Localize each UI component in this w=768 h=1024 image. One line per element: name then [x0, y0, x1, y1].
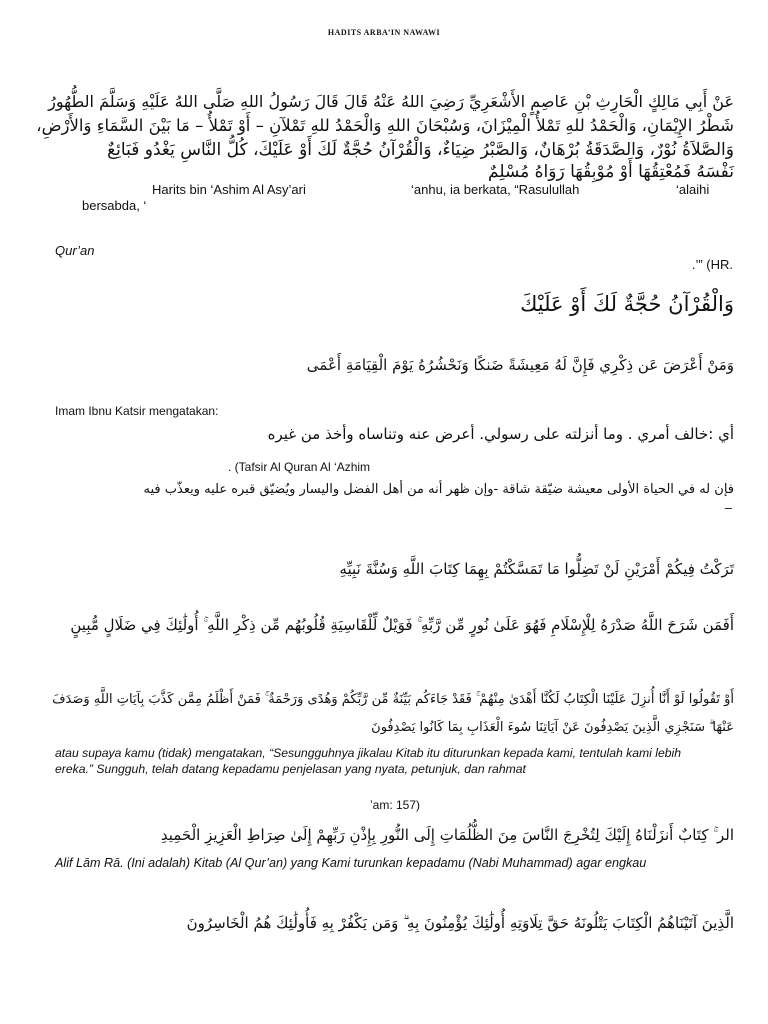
arabic-verse-thaha: وَمَنْ أَعْرَضَ عَن ذِكْرِي فَإِنَّ لَهُ مَعِيشَةً ضَنكًا وَنَحْشُرُهُ يَوْمَ الْقِيَامَةِ أَعْمَى — [306, 356, 734, 374]
arabic-tafsir-line-1: أي :خالف أمري . وما أنزلته على رسولي. أعرض عنه وتناساه وأخذ من غيره — [267, 425, 734, 443]
document-title: HADITS ARBA’IN NAWAWI — [327, 28, 441, 37]
tafsir-dash: – — [724, 500, 732, 515]
quran-word: Qur’an — [55, 243, 95, 258]
arabic-verse-anam-line-1: أَوْ تَقُولُوا لَوْ أَنَّا أُنزِلَ عَلَيْنَا الْكِتَابُ لَكُنَّا أَهْدَىٰ مِنْهُمْ ۚ فَقَدْ جَاءَكُم بَيِّنَةٌ مِّن رَّبِّكُمْ وَهُدًى وَرَحْمَةٌ ۚ فَمَنْ أَظْلَمُ مِمَّن كَذَّبَ بِآيَاتِ اللَّهِ وَصَدَفَ — [52, 692, 734, 707]
arabic-phrase-quran-hujjah: وَالْقُرْآنُ حُجَّةٌ لَكَ أَوْ عَلَيْكَ — [520, 292, 734, 316]
tafsir-source: . (Tafsir Al Quran Al ‘Azhim — [228, 460, 371, 474]
arabic-verse-baqarah: الَّذِينَ آتَيْنَاهُمُ الْكِتَابَ يَتْلُونَهُ حَقَّ تِلَاوَتِهِ أُولَٰئِكَ يُؤْمِنُونَ بِهِ ۗ وَمَن يَكْفُرْ بِهِ فَأُولَٰئِكَ هُمُ الْخَاسِرُونَ — [186, 914, 734, 932]
reference-anam-157: ’am: 157) — [370, 798, 421, 812]
arabic-tafsir-line-2: فإن له في الحياة الأولى معيشة ضيّقة شاقة -وإن ظهر أنه من أهل الفضل واليسار ويُضيّق قبره عليه ويعذّب فيه — [143, 482, 734, 497]
translation-fragment-alaihi: ‘alaihi — [676, 182, 710, 197]
translation-ibrahim: Alif Lām Rā. (Ini adalah) Kitab (Al Qur’an) yang Kami turunkan kepadamu (Nabi Muhammad) agar engkau — [55, 856, 647, 870]
translation-anam-line-1: atau supaya kamu (tidak) mengatakan, “Sesungguhnya jikalau Kitab itu diturunkan kepada kami, tentulah kami lebih — [55, 746, 682, 760]
arabic-verse-anam-line-2: عَنْهَا ۗ سَنَجْزِي الَّذِينَ يَصْدِفُونَ عَنْ آيَاتِنَا سُوءَ الْعَذَابِ بِمَا كَانُوا يَصْدِفُونَ — [371, 720, 734, 735]
hadith-arabic-line-3: وَالصَّلاَةُ نُوْرٌ، وَالصَّدَقَةُ بُرْهَانٌ، وَالصَّبْرُ ضِيَاءٌ، وَالْقُرْآنُ حُجَّةٌ لَكَ أَوْ عَلَيْكَ، كُلُّ النَّاسِ يَغْدُو فَبَائِعٌ — [107, 140, 734, 160]
hr-reference: .’” (HR. — [691, 257, 733, 272]
hadith-arabic-line-4: نَفْسَهُ فَمُعْتِقُهَا أَوْ مُوْبِقُهَا رَوَاهُ مُسْلِمٌ — [488, 162, 734, 182]
arabic-verse-zumar: أَفَمَن شَرَحَ اللَّهُ صَدْرَهُ لِلْإِسْلَامِ فَهُوَ عَلَىٰ نُورٍ مِّن رَّبِّهِ ۚ فَوَيْلٌ لِّلْقَاسِيَةِ قُلُوبُهُم مِّن ذِكْرِ اللَّهِ ۚ أُولَٰئِكَ فِي ضَلَالٍ مُّبِينٍ — [70, 616, 734, 634]
translation-fragment-anhu: ‘anhu, ia berkata, “Rasulullah — [411, 182, 580, 197]
ibnu-katsir-label: Imam Ibnu Katsir mengatakan: — [55, 404, 219, 418]
hadith-arabic-line-1: عَنْ أَبِي مَالِكٍ الْحَارِثِ بْنِ عَاصِمٍ الأَشْعَرِيِّ رَضِيَ اللهُ عَنْهُ قَالَ قَالَ رَسُولُ اللهِ صَلَّى اللهُ عَلَيْهِ وَسَلَّمَ الطُّهُورُ — [48, 92, 734, 111]
translation-fragment-bersabda: bersabda, ‘ — [82, 198, 147, 213]
arabic-verse-ibrahim: الر ۚ كِتَابٌ أَنزَلْنَاهُ إِلَيْكَ لِتُخْرِجَ النَّاسَ مِنَ الظُّلُمَاتِ إِلَى النُّورِ بِإِذْنِ رَبِّهِمْ إِلَىٰ صِرَاطِ الْعَزِيزِ الْحَمِيدِ — [160, 826, 734, 844]
translation-anam-line-2: ereka.” Sungguh, telah datang kepadamu penjelasan yang nyata, petunjuk, dan rahmat — [55, 762, 526, 776]
arabic-hadith-two-matters: تَرَكْتُ فِيكُمْ أَمْرَيْنِ لَنْ تَضِلُّوا مَا تَمَسَّكْتُمْ بِهِمَا كِتَابَ اللَّهِ وَسُنَّةَ نَبِيِّهِ — [339, 560, 734, 578]
translation-fragment-narrator: Harits bin ‘Ashim Al Asy’ari — [152, 182, 306, 197]
hadith-arabic-line-2: شَطْرُ الإِيْمَانِ، وَالْحَمْدُ للهِ تَمْلأُ الْمِيْزَانَ، وَسُبْحَانَ اللهِ وَالْحَمْدُ للهِ تَمْلآنِ – أَوْ تَمْلأُ – مَا بَيْنَ السَّمَاءِ وَالأَرْضِ، — [36, 116, 734, 135]
